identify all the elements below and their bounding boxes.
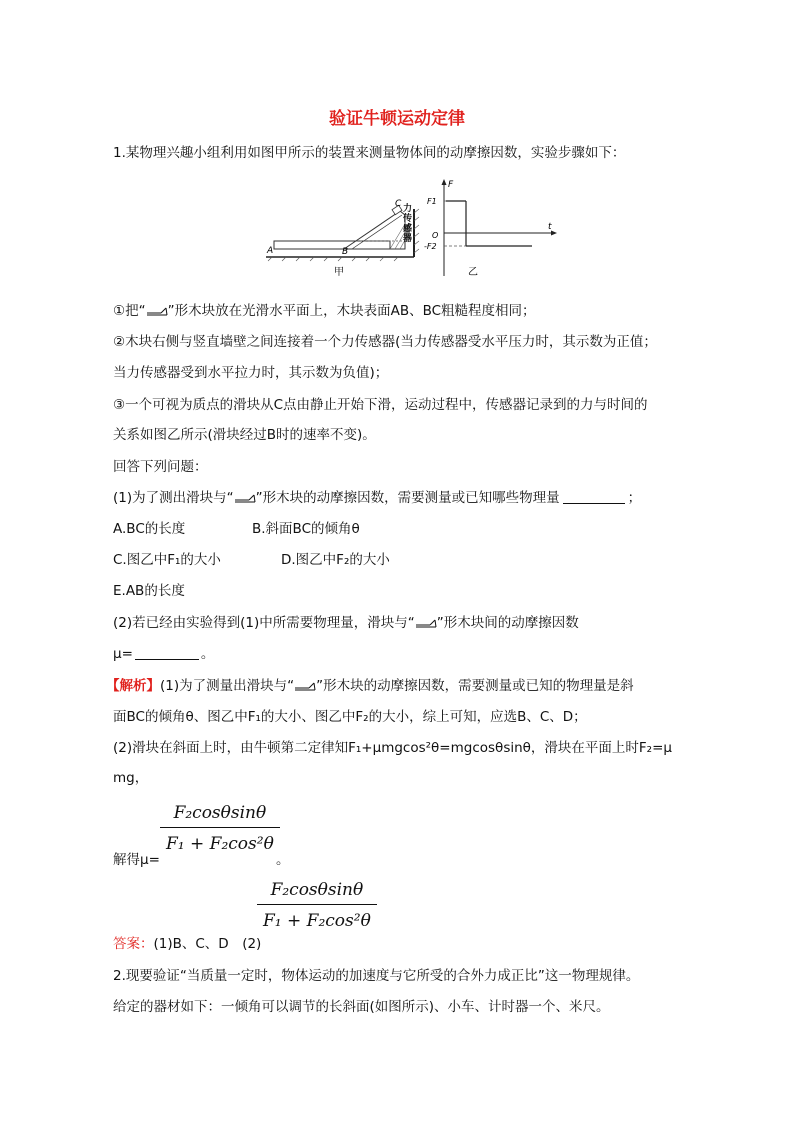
answer-blank-2 bbox=[135, 645, 199, 660]
l-block-icon bbox=[294, 681, 316, 691]
q1-intro: 1.某物理兴趣小组利用如图甲所示的装置来测量物体间的动摩擦因数，实验步骤如下： bbox=[113, 145, 626, 161]
answer-tag: 答案： bbox=[113, 936, 154, 952]
solve-prefix: 解得μ= bbox=[113, 852, 160, 868]
l-block-icon bbox=[146, 306, 168, 316]
mu-symbol: μ= bbox=[113, 646, 133, 662]
analysis1-text-b: ”形木块的动摩擦因数，需要测量或已知的物理量是斜 bbox=[316, 678, 634, 694]
step1-text-b: ”形木块放在光滑水平面上，木块表面AB、BC粗糙程度相同； bbox=[167, 303, 536, 319]
option-e: E.AB的长度 bbox=[113, 583, 185, 599]
l-block-icon bbox=[234, 493, 256, 503]
answer-numerator: F₂cosθsinθ bbox=[257, 880, 377, 905]
mu-formula bbox=[160, 803, 280, 854]
analysis-line4: mg， bbox=[113, 770, 149, 786]
sub2-text-b: ”形木块间的动摩擦因数 bbox=[436, 615, 579, 631]
q2-line2: 给定的器材如下：一倾角可以调节的长斜面(如图所示)、小车、计时器一个、米尺。 bbox=[113, 999, 610, 1015]
label-c: C bbox=[395, 199, 402, 209]
figure-jia bbox=[262, 197, 420, 277]
step2-line2: 当力传感器受到水平拉力时，其示数为负值)； bbox=[113, 365, 389, 381]
analysis-tag: 【解析】 bbox=[106, 678, 160, 694]
figure-yi bbox=[424, 176, 560, 278]
caption-jia: 甲 bbox=[334, 267, 344, 277]
label-a: A bbox=[267, 246, 274, 256]
caption-yi: 乙 bbox=[468, 267, 478, 278]
step3-line2: 关系如图乙所示(滑块经过B时的速率不变)。 bbox=[113, 427, 376, 443]
answer-line bbox=[113, 934, 261, 954]
answer-blank-1 bbox=[563, 489, 625, 504]
negf2-label: -F2 bbox=[424, 242, 437, 251]
axis-t-label: t bbox=[548, 222, 552, 232]
sub2-mu-line bbox=[113, 644, 214, 664]
answer-formula bbox=[257, 880, 377, 931]
sub1-text-b: ”形木块的动摩擦因数，需要测量或已知哪些物理量 bbox=[255, 490, 560, 506]
option-d: D.图乙中F₂的大小 bbox=[281, 552, 390, 568]
formula-numerator: F₂cosθsinθ bbox=[160, 803, 280, 828]
sub2-text-a: (2)若已经由实验得到(1)中所需要物理量，滑块与“ bbox=[113, 615, 415, 631]
page-title: 验证牛顿运动定律 bbox=[329, 109, 465, 129]
l-block-icon bbox=[415, 618, 437, 628]
origin-label: O bbox=[432, 231, 439, 240]
option-b: B.斜面BC的倾角θ bbox=[252, 521, 360, 537]
sub-question-1 bbox=[113, 488, 641, 508]
step1-text-a: ①把“ bbox=[113, 303, 146, 319]
sub1-text-a: (1)为了测出滑块与“ bbox=[113, 490, 234, 506]
formula-denominator: F₁ + F₂cos²θ bbox=[166, 834, 274, 854]
sub1-text-c: ； bbox=[627, 490, 642, 506]
analysis-line2: 面BC的倾角θ、图乙中F₁的大小、图乙中F₂的大小，综上可知，应选B、C、D； bbox=[113, 709, 587, 725]
step2-line1: ②木块右侧与竖直墙壁之间连接着一个力传感器(当力传感器受水平压力时，其示数为正值； bbox=[113, 334, 657, 350]
step1 bbox=[113, 301, 536, 321]
option-a: A.BC的长度 bbox=[113, 521, 186, 537]
sensor-label: 力传感器 bbox=[403, 204, 413, 244]
solve-end: 。 bbox=[276, 852, 290, 868]
analysis-line1 bbox=[106, 676, 634, 696]
block-ab bbox=[274, 241, 390, 249]
analysis1-text-a: (1)为了测量出滑块与“ bbox=[160, 678, 295, 694]
answer-prompt: 回答下列问题： bbox=[113, 459, 208, 475]
sub-question-2 bbox=[113, 613, 579, 633]
answer-denominator: F₁ + F₂cos²θ bbox=[263, 911, 371, 931]
answer-text: (1)B、C、D (2) bbox=[153, 936, 262, 952]
label-b: B bbox=[342, 247, 349, 257]
axis-f-label: F bbox=[448, 180, 454, 190]
sub2-end: 。 bbox=[200, 646, 215, 662]
q2-line1: 2.现要验证“当质量一定时，物体运动的加速度与它所受的合外力成正比”这一物理规律。 bbox=[113, 968, 640, 984]
analysis-line3: (2)滑块在斜面上时，由牛顿第二定律知F₁+μmgcos²θ=mgcosθsinθ，滑块在平面上时F₂=μ bbox=[113, 740, 672, 756]
step3-line1: ③一个可视为质点的滑块从C点由静止开始下滑，运动过程中，传感器记录到的力与时间的 bbox=[113, 397, 648, 413]
incline-bc bbox=[344, 211, 405, 249]
f1-label: F1 bbox=[427, 197, 437, 206]
option-c: C.图乙中F₁的大小 bbox=[113, 552, 221, 568]
